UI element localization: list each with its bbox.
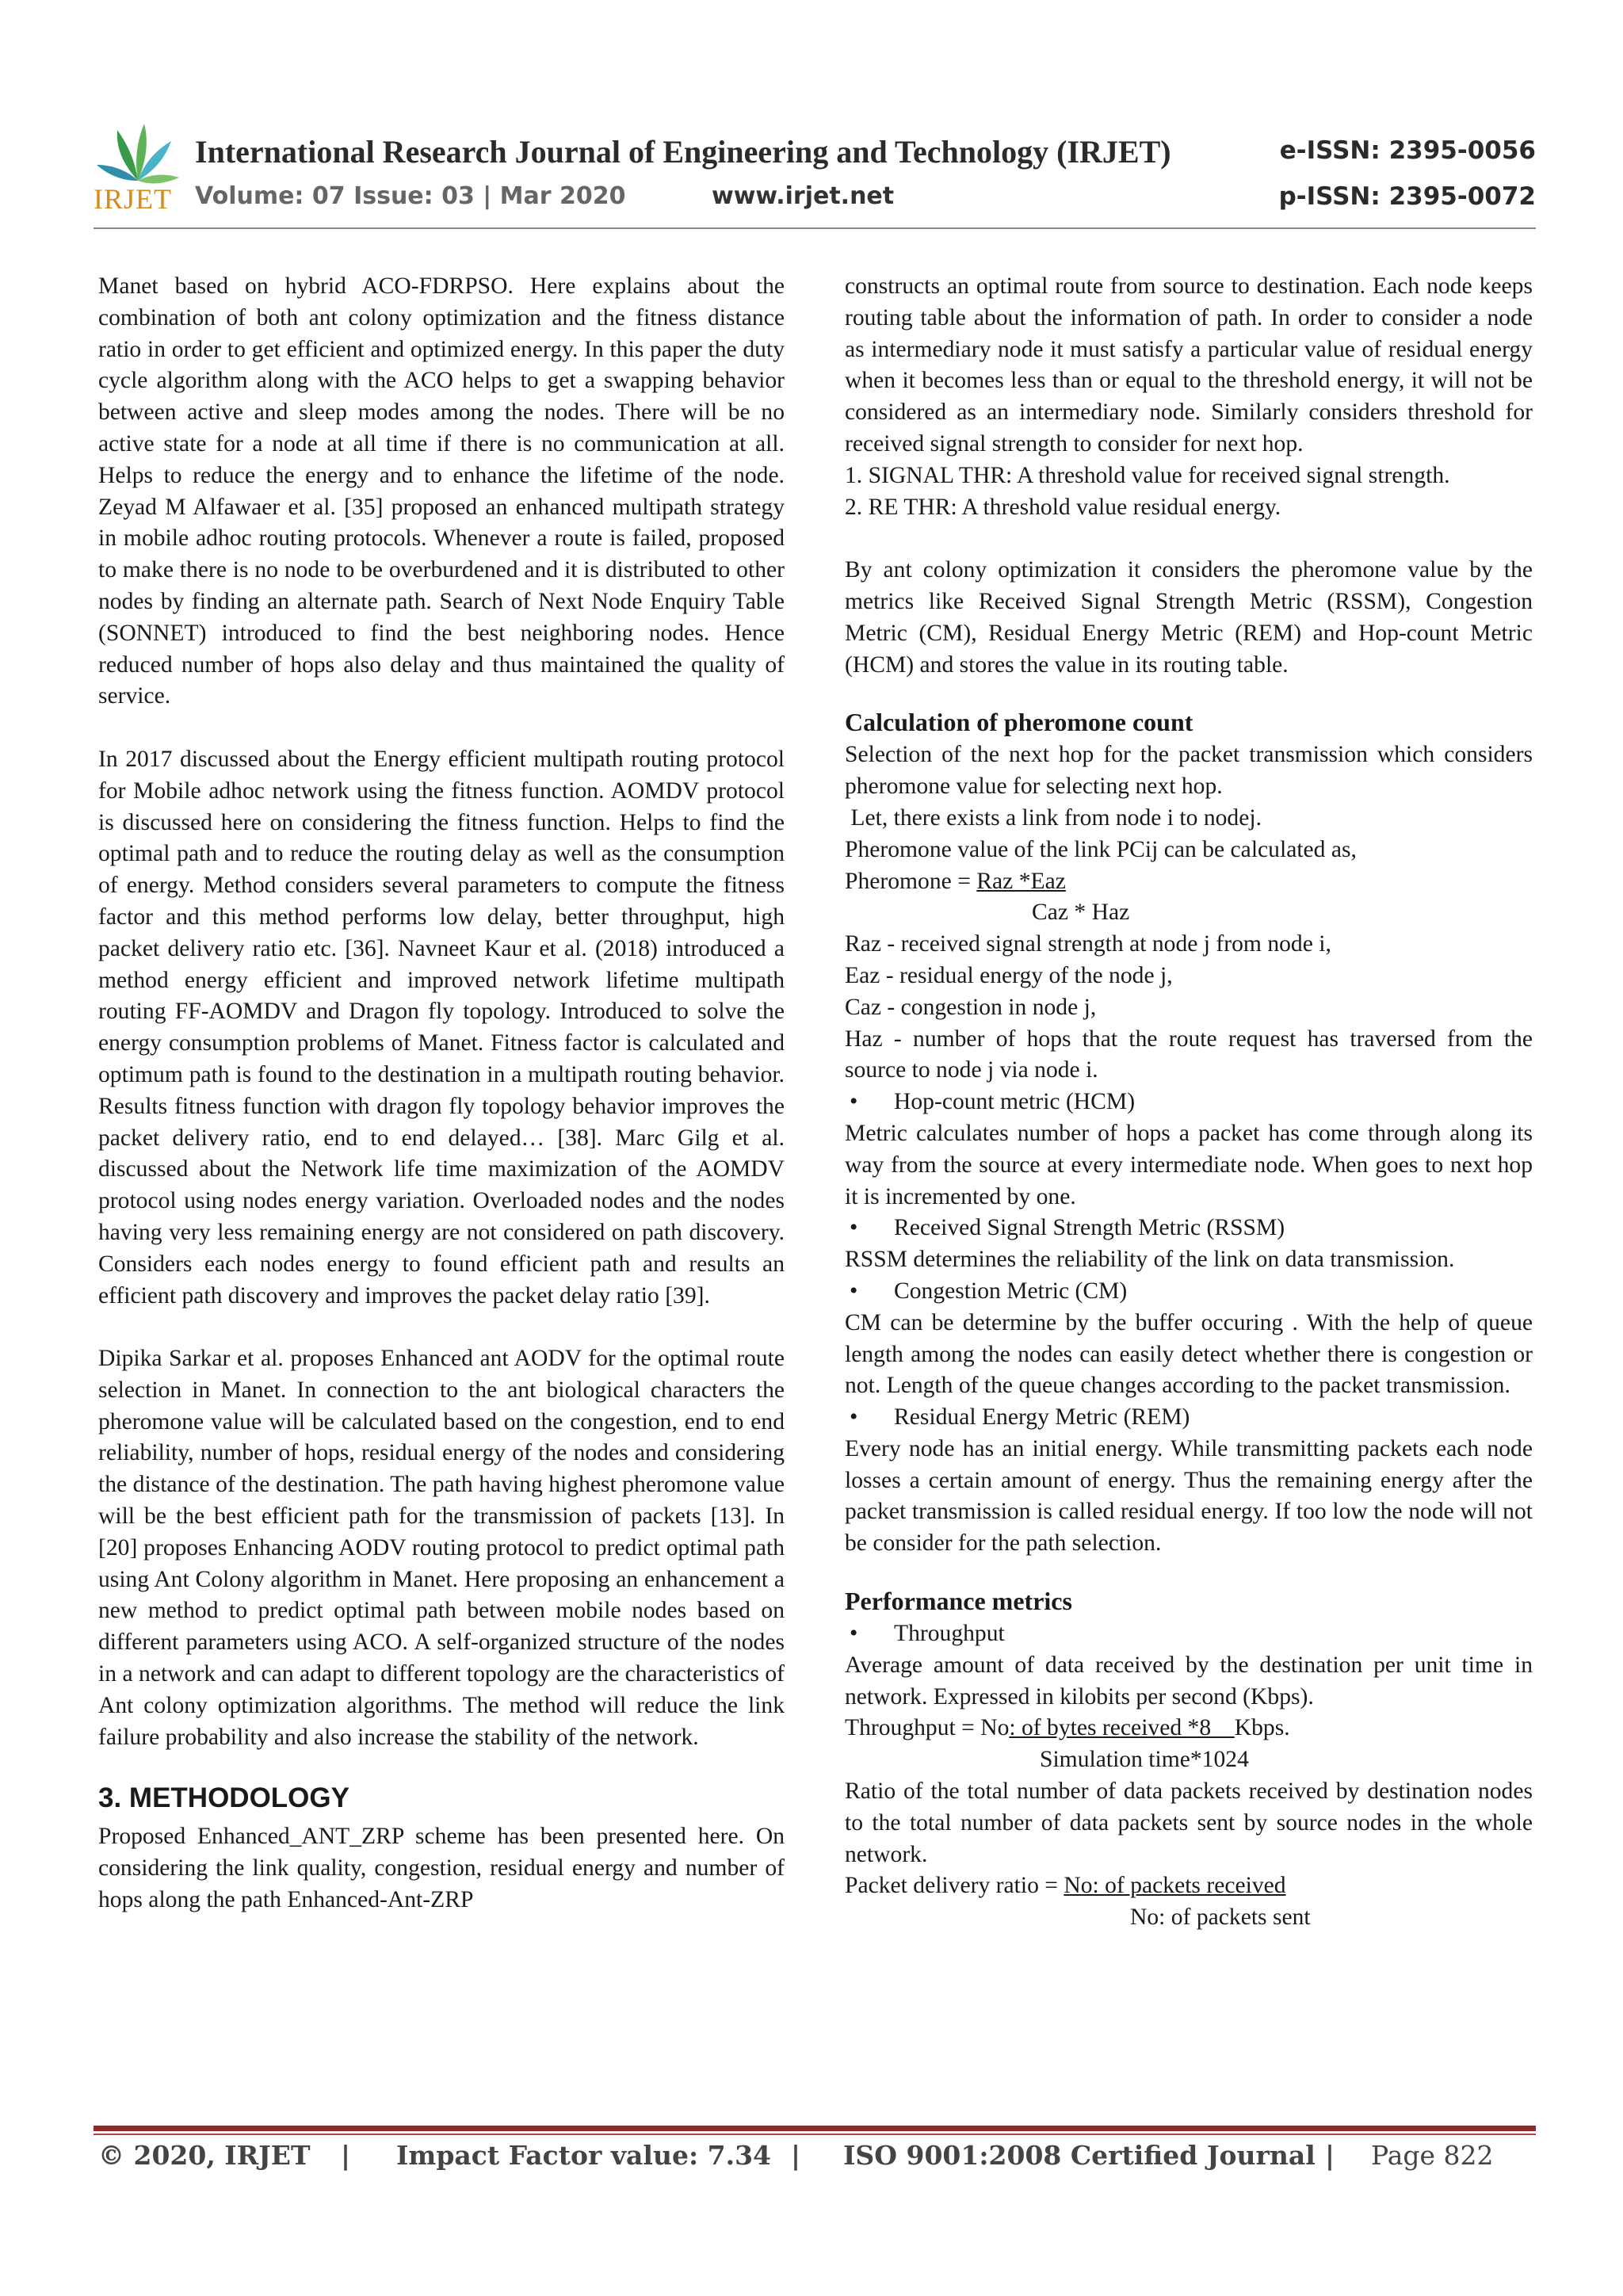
paragraph: Proposed Enhanced_ANT_ZRP scheme has been presented here. On considering the link quality, congestion, residual energy and number of hops along the path Enhanced-Ant-ZRP — [98, 1824, 785, 1913]
list-item: 1. SIGNAL THR: A threshold value for received signal strength. — [845, 462, 1450, 488]
section-heading: 3. METHODOLOGY — [98, 1782, 349, 1814]
footer-separator: | — [341, 2140, 351, 2171]
e-issn: e-ISSN: 2395-0056 — [1279, 136, 1536, 165]
equation-label: Packet delivery ratio = — [845, 1873, 1064, 1899]
page-header — [94, 119, 1536, 230]
paragraph: constructs an optimal route from source to destination. Each node keeps routing table about the information of path. In order to consider a node as intermediary node it must satisfy a particular value of residual energy when it becomes less than or equal to the threshold energy, it will not be considered as an intermediary node. Similarly considers threshold for received signal strength to consider for next hop. — [845, 273, 1533, 457]
definition: Eaz - residual energy of the node j, — [845, 962, 1173, 988]
left-column — [98, 271, 785, 1916]
paragraph: Dipika Sarkar et al. proposes Enhanced ant AODV for the optimal route selection in Manet. In connection to the ant biological characters the pheromone value will be calculated based on the congestion, end to end reliability, number of hops, residual energy of the nodes and considering the distance of the destination. The path having highest pheromone value will be the best efficient path for the transmission of packets [13]. In [20] proposes Enhancing AODV routing protocol to predict optimal path using Ant Colony algorithm in Manet. Here proposing an enhancement a new method to predict optimal path between mobile nodes based on different parameters using ACO. A self-organized structure of the nodes in a network and can adapt to different topology are the characteristics of Ant colony optimization algorithms. The method will reduce the link failure probability and also increase the stability of the network. — [98, 1346, 785, 1750]
paragraph: Metric calculates number of hops a packet has come through along its way from the source at every intermediate node. When goes to next hop it is incremented by one. — [845, 1120, 1533, 1209]
footer-divider — [94, 2126, 1536, 2131]
equation-denominator: Simulation time*1024 — [1040, 1747, 1249, 1773]
paragraph: CM can be determine by the buffer occuring . With the help of queue length among the nodes can easily detect whether there is congestion or not. Length of the queue changes according to the packet transmission. — [845, 1309, 1533, 1399]
logo-text: IRJET — [94, 183, 172, 215]
page-footer — [98, 2140, 1541, 2179]
footer-impact-factor: Impact Factor value: 7.34 — [396, 2140, 771, 2171]
paragraph: Average amount of data received by the destination per unit time in network. Expressed in kilobits per second (Kbps). — [845, 1652, 1533, 1710]
footer-separator: | — [791, 2140, 801, 2171]
definition: Haz - number of hops that the route request has traversed from the source to node j via node i. — [845, 1026, 1533, 1083]
footer-iso: ISO 9001:2008 Certified Journal — [843, 2140, 1316, 2171]
equation-pheromone — [845, 866, 1533, 898]
equation-numerator: Raz *Eaz — [976, 868, 1066, 894]
definition: Caz - congestion in node j, — [845, 994, 1097, 1020]
subsection-heading: Performance metrics — [845, 1587, 1072, 1616]
header-divider — [94, 227, 1536, 229]
paragraph: Manet based on hybrid ACO-FDRPSO. Here explains about the combination of both ant colony optimization and the fitness distance ratio in order to get efficient and optimized energy. In this paper the duty cycle algorithm along with the ACO helps to get a swapping behavior between active and sleep modes among the nodes. There will be no active state for a node at all time if there is no communication at all. Helps to reduce the energy and to enhance the lifetime of the node. Zeyad M Alfawaer et al. [35] proposed an enhanced multipath strategy in mobile adhoc routing protocols. Whenever a route is failed, proposed to make there is no node to be overburdened and it is distributed to other nodes by finding an alternate path. Search of Next Node Enquiry Table (SONNET) introduced to find the best neighboring nodes. Hence reduced number of hops also delay and thus maintained the quality of service. — [98, 273, 785, 709]
equation-numerator: No: of packets received — [1064, 1873, 1286, 1899]
footer-copyright: © 2020, IRJET — [98, 2140, 311, 2171]
bullet-item: • Residual Energy Metric (REM) — [845, 1402, 1533, 1434]
bullet-item: • Throughput — [845, 1618, 1533, 1650]
equation-numerator: : of bytes received *8 — [1009, 1715, 1235, 1741]
paragraph: RSSM determines the reliability of the link on data transmission. — [845, 1247, 1455, 1273]
equation-label: Throughput = No — [845, 1715, 1010, 1741]
paragraph: Let, there exists a link from node i to nodej. — [845, 804, 1262, 831]
subsection-heading: Calculation of pheromone count — [845, 708, 1193, 737]
page-number: Page 822 — [1371, 2140, 1494, 2171]
paragraph: Selection of the next hop for the packet transmission which considers pheromone value for selecting next hop. — [845, 742, 1533, 800]
bullet-item: • Hop-count metric (HCM) — [845, 1087, 1533, 1118]
p-issn: p-ISSN: 2395-0072 — [1278, 182, 1536, 211]
equation-label: Pheromone = — [845, 868, 977, 894]
equation-denominator: Caz * Haz — [1032, 900, 1130, 926]
right-column — [845, 271, 1533, 1934]
paragraph: In 2017 discussed about the Energy efficient multipath routing protocol for Mobile adhoc network using the fitness function. AOMDV protocol is discussed here on considering the fitness function. Helps to find the optimal path and to reduce the routing delay as well as the consumption of energy. Method considers several parameters to compute the fitness factor and this method performs low delay, better throughput, high packet delivery ratio etc. [36]. Navneet Kaur et al. (2018) introduced a method energy efficient and improved network lifetime multipath routing FF-AOMDV and Dragon fly topology. Introduced to solve the energy consumption problems of Manet. Fitness factor is calculated and optimum path is found to the destination in a multipath routing behavior. Results fitness function with dragon fly topology behavior improves the packet delivery ratio, end to end delayed… [38]. Marc Gilg et al. discussed about the Network life time maximization of the AOMDV protocol using nodes energy variation. Overloaded nodes and the nodes having very less remaining energy are not considered on path discovery. Considers each nodes energy to found efficient path and results an efficient path discovery and improves the packet delay ratio [39]. — [98, 746, 785, 1308]
bullet-item: • Received Signal Strength Metric (RSSM) — [845, 1213, 1533, 1244]
equation-throughput — [845, 1713, 1533, 1744]
footer-separator: | — [1325, 2140, 1335, 2171]
footer-divider-thin — [94, 2134, 1536, 2135]
paragraph: Ratio of the total number of data packets received by destination nodes to the total number of data packets sent by source nodes in the whole network. — [845, 1778, 1533, 1867]
paragraph: Pheromone value of the link PCij can be calculated as, — [845, 836, 1357, 862]
paragraph: Every node has an initial energy. While transmitting packets each node losses a certain amount of energy. Thus the remaining energy after the packet transmission is called residual energy. If too low the node will not be consider for the path selection. — [845, 1435, 1533, 1557]
list-item: 2. RE THR: A threshold value residual energy. — [845, 494, 1281, 520]
equation-pdr — [845, 1870, 1533, 1902]
equation-denominator: No: of packets sent — [1130, 1904, 1311, 1931]
definition: Raz - received signal strength at node j from node i, — [845, 931, 1331, 957]
journal-title: International Research Journal of Engineering and Technology (IRJET) — [195, 134, 1171, 170]
journal-website-link[interactable]: www.irjet.net — [712, 182, 895, 210]
paragraph: By ant colony optimization it considers the pheromone value by the metrics like Received Signal Strength Metric (RSSM), Congestion Metric (CM), Residual Energy Metric (REM) and Hop-count Metric (HCM) and stores the value in its routing table. — [845, 557, 1533, 678]
equation-unit: Kbps. — [1234, 1715, 1290, 1741]
bullet-item: • Congestion Metric (CM) — [845, 1276, 1533, 1308]
volume-issue: Volume: 07 Issue: 03 | Mar 2020 — [195, 182, 626, 210]
